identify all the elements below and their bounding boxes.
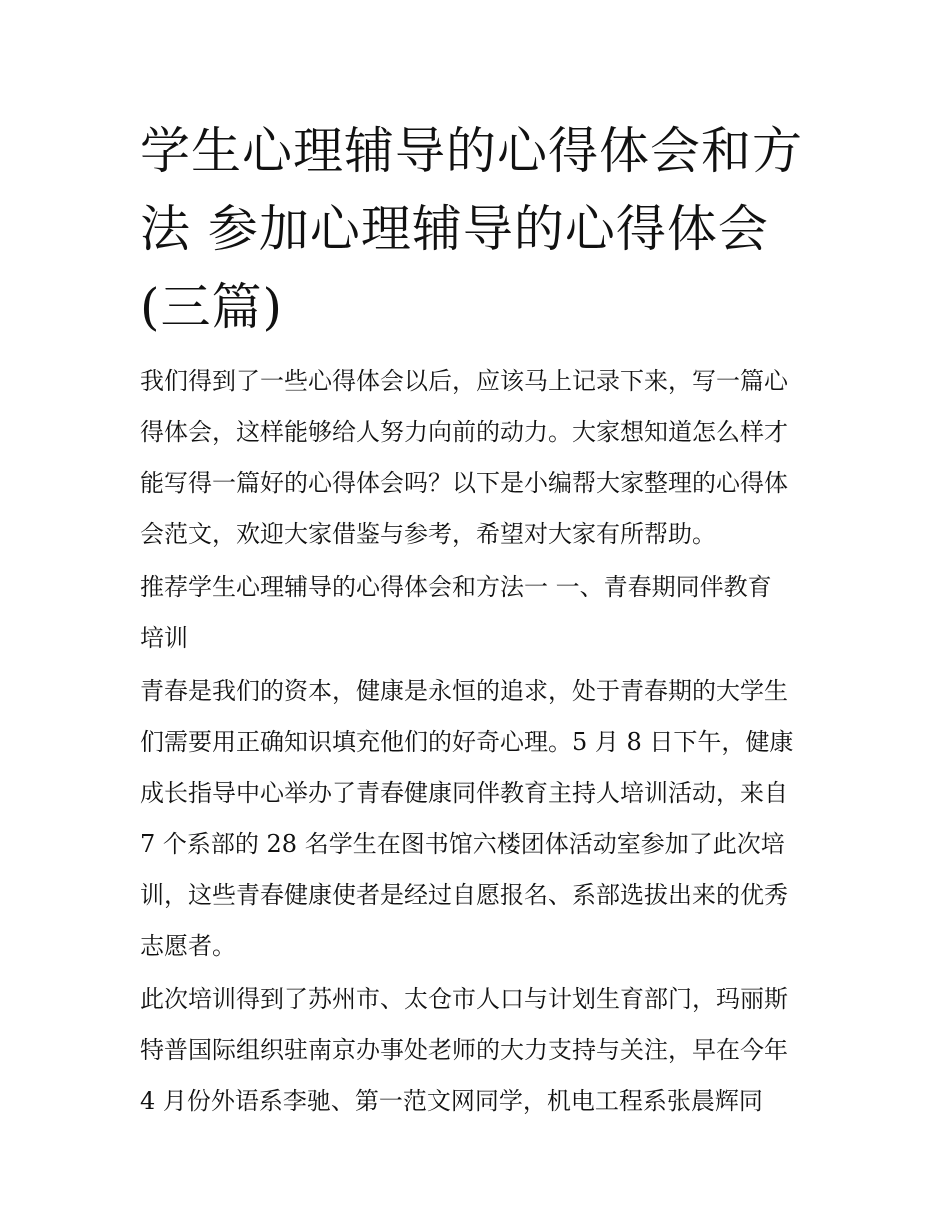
text-line: 此次培训得到了苏州市、太仓市人口与计划生育部门，玛丽斯 xyxy=(140,985,788,1013)
text-line: 志愿者。 xyxy=(140,932,236,960)
title-line: (三篇) xyxy=(140,278,284,336)
section-heading-paragraph xyxy=(140,562,830,664)
text-line: 成长指导中心举办了青春健康同伴教育主持人培训活动，来自 xyxy=(140,779,788,807)
text-line: 4 月份外语系李驰、第一范文网同学，机电工程系张晨辉同 xyxy=(140,1087,763,1115)
document-body xyxy=(140,356,830,1129)
body-paragraph xyxy=(140,974,830,1127)
text-line: 推荐学生心理辅导的心得体会和方法一 一、青春期同伴教育 xyxy=(140,573,772,601)
page-title xyxy=(140,112,820,346)
text-line: 7 个系部的 28 名学生在图书馆六楼团体活动室参加了此次培 xyxy=(140,830,785,858)
text-line: 我们得到了一些心得体会以后，应该马上记录下来，写一篇心 xyxy=(140,367,788,395)
body-paragraph xyxy=(140,666,830,972)
intro-paragraph xyxy=(140,356,830,560)
title-line: 学生心理辅导的心得体会和方 xyxy=(140,122,803,180)
text-line: 能写得一篇好的心得体会吗？以下是小编帮大家整理的心得体 xyxy=(140,469,788,497)
text-line: 训，这些青春健康使者是经过自愿报名、系部选拔出来的优秀 xyxy=(140,881,788,909)
text-line: 得体会，这样能够给人努力向前的动力。大家想知道怎么样才 xyxy=(140,418,788,446)
text-line: 会范文，欢迎大家借鉴与参考，希望对大家有所帮助。 xyxy=(140,520,716,548)
text-line: 们需要用正确知识填充他们的好奇心理。5 月 8 日下午，健康 xyxy=(140,728,794,756)
text-line: 青春是我们的资本，健康是永恒的追求，处于青春期的大学生 xyxy=(140,677,788,705)
title-line: 法 参加心理辅导的心得体会 xyxy=(140,200,769,258)
text-line: 培训 xyxy=(140,624,188,652)
text-line: 特普国际组织驻南京办事处老师的大力支持与关注，早在今年 xyxy=(140,1036,788,1064)
